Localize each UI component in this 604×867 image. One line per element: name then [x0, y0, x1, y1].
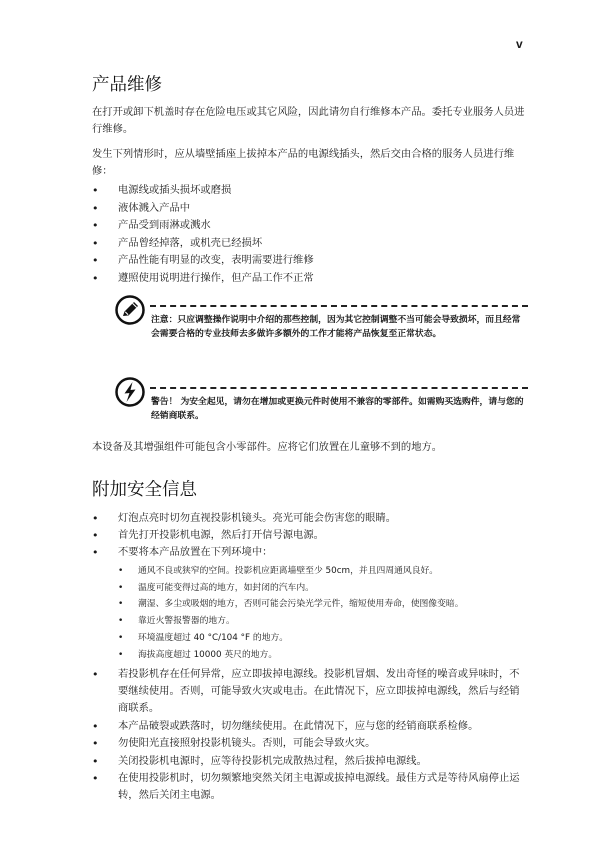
list-item: • 电源线或插头损坏或磨损 — [92, 182, 526, 200]
small-parts-paragraph: 本设备及其增强组件可能包含小零部件。应将它们放置在儿童够不到的地方。 — [92, 440, 443, 453]
warning-callout — [115, 377, 526, 431]
sub-list-item: • 靠近火警报警器的地方。 — [118, 613, 526, 630]
list-item: • 产品曾经掉落，或机壳已经损坏 — [92, 235, 526, 253]
list-item: • 液体溅入产品中 — [92, 200, 526, 218]
sub-list-item: • 通风不良或狭窄的空间。投影机应距离墙壁至少 50cm，并且四周通风良好。 — [118, 563, 526, 580]
list-item: • 若投影机存在任何异常，应立即拔掉电源线。投影机冒烟、发出奇怪的噪音或异味时，不要继续使用。否则，可能导致火灾或电击。在此情况下，应立即拔掉电源线，然后与经销商联系。 — [92, 666, 526, 718]
divider — [150, 387, 528, 389]
warning-text: 警告！ 为安全起见，请勿在增加或更换元件时使用不兼容的零部件。如需购买选购件，请与您的经销商联系。 — [151, 396, 524, 422]
list-item: • 产品受到雨淋或溅水 — [92, 217, 526, 235]
list-item: • 在使用投影机时，切勿频繁地突然关闭主电源或拔掉电源线。最佳方式是等待风扇停止运转，然后关闭主电源。 — [92, 770, 526, 805]
page-content — [92, 73, 526, 805]
pencil-icon — [115, 295, 145, 325]
section-heading-safety: 附加安全信息 — [92, 479, 197, 500]
sub-list-item: • 潮湿、多尘或吸烟的地方，否则可能会污染光学元件，缩短使用寿命，使图像变暗。 — [118, 596, 526, 613]
list-item: • 首先打开投影机电源，然后打开信号源电源。 — [92, 527, 526, 544]
note-callout — [115, 295, 526, 367]
divider — [150, 305, 528, 307]
maintenance-paragraph: 在打开或卸下机盖时存在危险电压或其它风险，因此请勿自行维修本产品。委托专业服务人员进行维修。 — [92, 106, 525, 135]
safety-list — [92, 510, 526, 805]
list-item: • 勿使阳光直接照射投影机镜头。否则，可能会导致火灾。 — [92, 735, 526, 752]
note-text: 注意：只应调整操作说明中介绍的那些控制，因为其它控制调整不当可能会导致损坏，而且经常会需要合格的专业技师去多做许多额外的工作才能将产品恢复至正常状态。 — [151, 314, 521, 340]
list-item-text: 不要将本产品放置在下列环境中： — [118, 546, 273, 559]
maintenance-paragraph: 发生下列情形时，应从墙壁插座上拔掉本产品的电源线插头，然后交由合格的服务人员进行维修： — [92, 148, 515, 177]
list-item: • 遵照使用说明进行操作，但产品工作不正常 — [92, 270, 526, 288]
environment-sublist — [118, 563, 526, 664]
section-heading-maintenance: 产品维修 — [92, 75, 162, 95]
list-item: • 本产品破裂或跌落时，切勿继续使用。在此情况下，应与您的经销商联系检修。 — [92, 718, 526, 735]
list-item: • 关闭投影机电源时，应等待投影机完成散热过程，然后拔掉电源线。 — [92, 753, 526, 770]
sub-list-item: • 温度可能变得过高的地方，如封闭的汽车内。 — [118, 580, 526, 597]
lightning-icon — [115, 377, 145, 407]
list-item: • 产品性能有明显的改变，表明需要进行维修 — [92, 252, 526, 270]
service-conditions-list — [92, 182, 526, 288]
page-number: v — [516, 37, 523, 51]
sub-list-item: • 环境温度超过 40 °C/104 °F 的地方。 — [118, 630, 526, 647]
list-item — [92, 544, 526, 663]
sub-list-item: • 海拔高度超过 10000 英尺的地方。 — [118, 647, 526, 664]
list-item: • 灯泡点亮时切勿直视投影机镜头。亮光可能会伤害您的眼睛。 — [92, 510, 526, 527]
